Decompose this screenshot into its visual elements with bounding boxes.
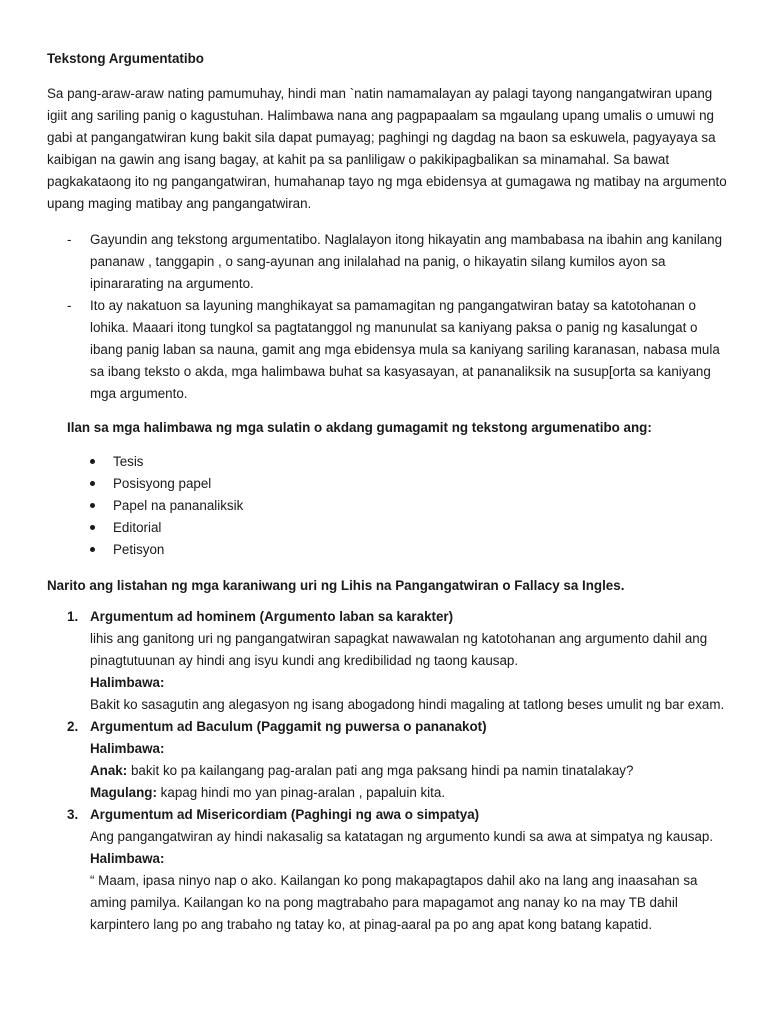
dash-item-text: Gayundin ang tekstong argumentatibo. Naglalayon itong hikayatin ang mambabasa na ibahin ang kanilang pananaw , tanggapin , o sang-ayunan ang inilalahad na panig, o hikayatin silang kumilos ayon sa ipinararating na argumento.: [90, 232, 723, 291]
fallacy-heading: Narito ang listahan ng mga karaniwang uri ng Lihis na Pangangatwiran o Fallacy sa Ingles.: [47, 578, 625, 593]
bullet-icon: [90, 481, 95, 486]
fallacy-title: Argumentum ad Misericordiam (Paghingi ng awa o simpatya): [90, 807, 480, 822]
dash-list-item: [47, 229, 728, 295]
list-item-text: Editorial: [113, 520, 162, 535]
dash-list: [47, 229, 728, 405]
dash-item-text: Ito ay nakatuon sa layuning manghikayat sa pamamagitan ng pangangatwiran batay sa katotohanan o lohika. Maaari itong tungkol sa pagtatanggol ng manunulat sa kaniyang paksa o panig ng kasalungat o ibang panig laban sa nauna, gamit ang mga ebidensya mula sa kaniyang sariling karanasan, nabasa mula sa ibang teksto o akda, mga halimbawa buhat sa kasyasayan, at pananaliksik na susup[orta sa kaniyang mga argumento.: [90, 298, 720, 401]
list-item: [47, 473, 728, 495]
fallacy-number: 3.: [67, 807, 79, 822]
bullet-icon: [90, 525, 95, 530]
dialogue-line: [90, 782, 728, 804]
fallacy-title: Argumentum ad Baculum (Paggamit ng puwersa o pananakot): [90, 719, 487, 734]
fallacy-item: [47, 606, 728, 716]
list-item: [47, 451, 728, 473]
speaker-label: Anak:: [90, 763, 128, 778]
example-label: Halimbawa:: [90, 741, 165, 756]
fallacy-description: Ang pangangatwiran ay hindi nakasalig sa katatagan ng argumento kundi sa awa at simpatya ng kausap.: [90, 829, 714, 844]
list-item: [47, 495, 728, 517]
dash-list-item: [47, 295, 728, 405]
list-item-text: Tesis: [113, 454, 144, 469]
bullet-icon: [90, 503, 95, 508]
fallacy-description: lihis ang ganitong uri ng pangangatwiran sapagkat nawawalan ng katotohanan ang argumento dahil ang pinagtutuunan ay hindi ang isyu kundi ang kredibilidad ng taong kausap.: [90, 631, 708, 668]
list-item: [47, 517, 728, 539]
intro-paragraph: Sa pang-araw-araw nating pamumuhay, hindi man `natin namamalayan ay palagi tayong nangangatwiran upang igiit ang sariling panig o kagustuhan. Halimbawa nana ang pagpapaalam sa mgaulang upang umalis o umuwi ng gabi at pangangatwiran kung bakit sila dapat pumayag; paghingi ng dagdag na baon sa eskuwela, pagyayaya sa kaibigan na gawin ang isang bagay, at kahit pa sa panliligaw o pakikipagbalikan sa minamahal. Sa bawat pagkakataong ito ng pangangatwiran, humahanap tayo ng mga ebidensya at gumagawa ng matibay na argumento upang maging matibay ang pangangatwiran.: [47, 86, 727, 211]
dialogue-text: kapag hindi mo yan pinag-aralan , papaluin kita.: [156, 785, 446, 800]
list-item-text: Papel na pananaliksik: [113, 498, 244, 513]
dialogue-line: [90, 760, 728, 782]
bullet-icon: [90, 459, 95, 464]
example-text: Bakit ko sasagutin ang alegasyon ng isang abogadong hindi magaling at tatlong beses umulit ng bar exam.: [90, 697, 725, 712]
fallacy-number: 1.: [67, 609, 79, 624]
example-label: Halimbawa:: [90, 675, 165, 690]
list-item-text: Petisyon: [113, 542, 165, 557]
example-label: Halimbawa:: [90, 851, 165, 866]
fallacy-item: [47, 804, 728, 936]
list-item-text: Posisyong papel: [113, 476, 212, 491]
dash-marker: -: [67, 298, 72, 313]
bullet-icon: [90, 547, 95, 552]
fallacy-number: 2.: [67, 719, 79, 734]
list-item: [47, 539, 728, 561]
fallacy-item: [47, 716, 728, 804]
examples-list: [47, 451, 728, 561]
example-text: “ Maam, ipasa ninyo nap o ako. Kailangan ko pong makapagtapos dahil ako na lang ang inaasahan sa aming pamilya. Kailangan ko na pong magtrabaho para mapagamot ang nanay ko na may TB dahil karpintero lang po ang trabaho ng tatay ko, at pinag-aaral pa po ang apat kong batang kapatid.: [90, 873, 698, 932]
dialogue-text: bakit ko pa kailangang pag-aralan pati ang mga paksang hindi pa namin tinatalakay?: [127, 763, 634, 778]
examples-heading: Ilan sa mga halimbawa ng mga sulatin o akdang gumagamit ng tekstong argumenatibo ang:: [67, 420, 652, 435]
dash-marker: -: [67, 232, 72, 247]
document-title: Tekstong Argumentatibo: [47, 51, 204, 66]
fallacy-list: [47, 606, 728, 936]
fallacy-title: Argumentum ad hominem (Argumento laban sa karakter): [90, 609, 454, 624]
speaker-label: Magulang:: [90, 785, 157, 800]
